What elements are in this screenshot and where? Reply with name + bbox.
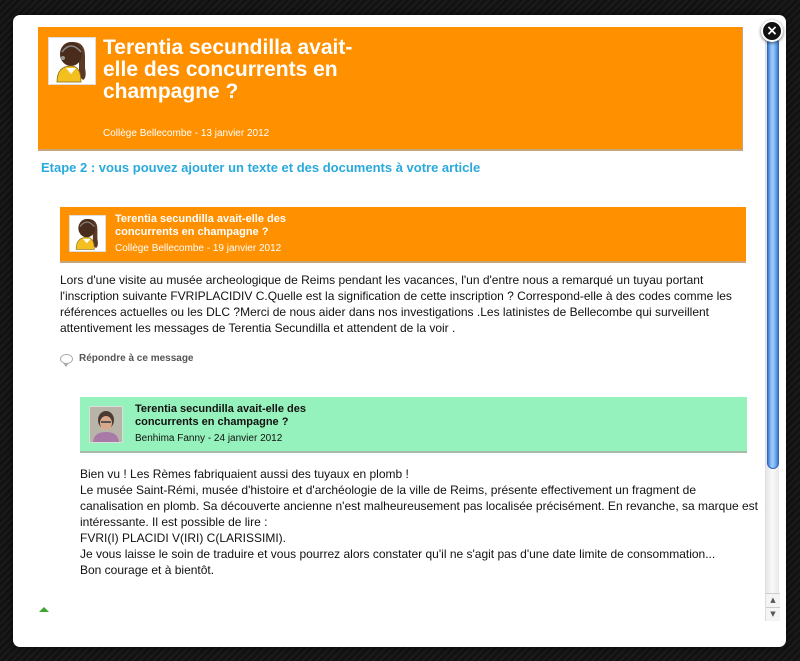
cartoon-avatar-icon — [48, 37, 96, 85]
post-meta: Collège Bellecombe - 19 janvier 2012 — [115, 243, 282, 254]
post-header — [60, 207, 746, 263]
body-line: Bon courage et à bientôt. — [80, 563, 215, 577]
scrollbar-thumb[interactable] — [767, 37, 779, 469]
body-line: FVRI(I) PLACIDI V(IRI) C(LARISSIMI). — [80, 531, 287, 545]
reply-label: Répondre à ce message — [79, 353, 194, 364]
reply-post-title: Terentia secundilla avait-elle des concurrents en champagne ? — [135, 403, 306, 428]
back-to-top-arrow-icon[interactable] — [39, 607, 49, 612]
scroll-up-arrow-icon[interactable]: ▲ — [766, 593, 780, 607]
post-body: Lors d'une visite au musée archeologique de Reims pendant les vacances, l'un d'entre nous a remarqué un tuyau portant l'inscription suivante FVRIPLACIDIV C.Quelle est la signification de cette inscription ? Correspond-elle à des codes comme les références actuelles ou les DLC ?Merci de nous aider dans nos investigations .Les latinistes de Bellecombe qui surveillent attentivement les messages de Terentia Secundilla et attendent de la voir . — [60, 273, 732, 335]
vertical-scrollbar[interactable] — [765, 37, 779, 621]
reply-post-meta: Benhima Fanny - 24 janvier 2012 — [135, 433, 283, 444]
body-line: Bien vu ! Les Rèmes fabriquaient aussi des tuyaux en plomb ! — [80, 467, 409, 481]
reply-post-header — [80, 397, 747, 453]
reply-button[interactable] — [60, 353, 194, 364]
user-photo-avatar — [89, 406, 123, 443]
cartoon-avatar-icon — [69, 215, 106, 252]
body-line: Le musée Saint-Rémi, musée d'histoire et d'archéologie de la ville de Reims, présente effectivement un fragment de canalisation en plomb. Sa découverte ancienne n'est malheureusement pas localisée précisément. En revanche, sa marque est intéressante. Il est possible de lire : — [80, 483, 759, 529]
speech-bubble-icon — [60, 354, 73, 364]
article-header — [38, 27, 743, 151]
body-line: Je vous laisse le soin de traduire et vous pourrez alors constater qu'il ne s'agit pas d'une date limite de consommation... — [80, 547, 716, 561]
scroll-down-arrow-icon[interactable]: ▼ — [766, 607, 780, 621]
post-title: Terentia secundilla avait-elle des concurrents en champagne ? — [115, 213, 286, 238]
reply-post-body — [80, 466, 760, 578]
article-title: Terentia secundilla avait-elle des concurrents en champagne ? — [103, 36, 353, 103]
step-instruction: Etape 2 : vous pouvez ajouter un texte et des documents à votre article — [41, 160, 481, 175]
close-icon[interactable]: × — [761, 20, 783, 42]
article-meta: Collège Bellecombe - 13 janvier 2012 — [103, 128, 270, 139]
modal-dialog — [13, 15, 786, 647]
